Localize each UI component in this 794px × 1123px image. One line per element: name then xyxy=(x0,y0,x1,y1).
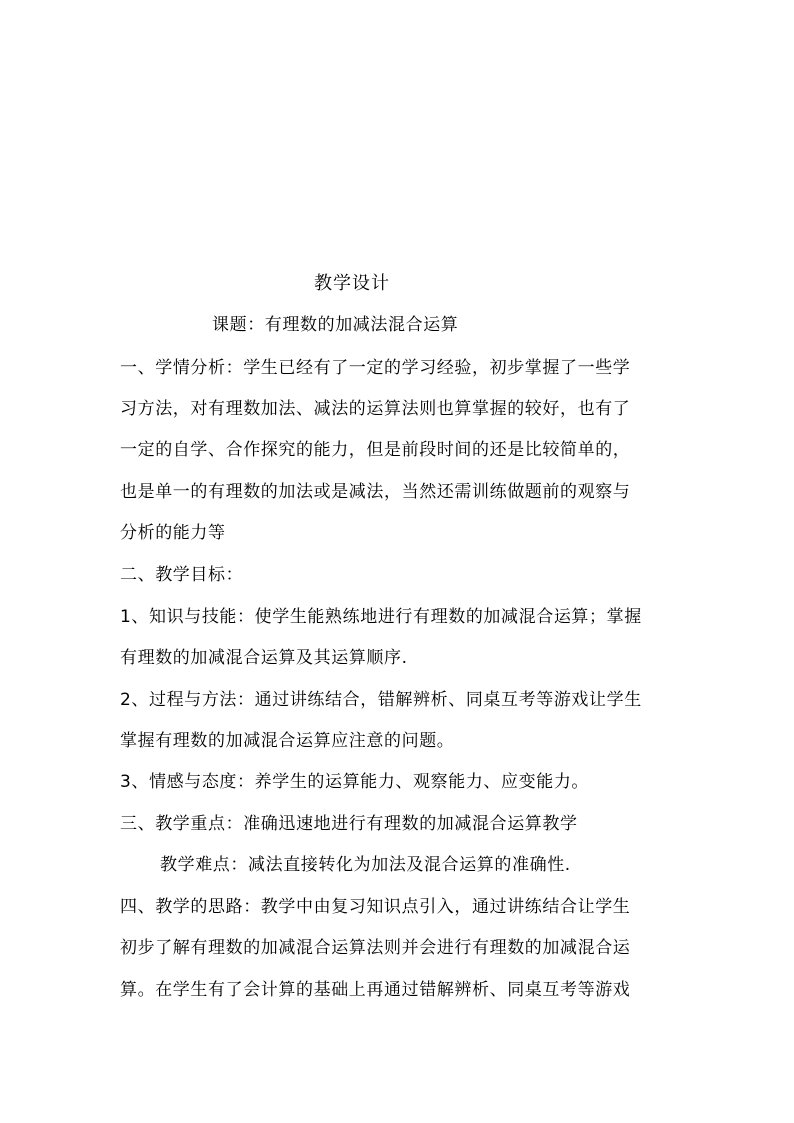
paragraph-line: 分析的能力等 xyxy=(120,523,226,543)
paragraph-line: 教学难点：减法直接转化为加法及混合运算的准确性. xyxy=(160,855,571,875)
section-heading: 三、教学重点：准确迅速地进行有理数的加减混合运算教学 xyxy=(120,814,578,834)
document-title: 教学设计 xyxy=(314,273,390,294)
paragraph-line: 习方法，对有理数加法、减法的运算法则也算掌握的较好，也有了 xyxy=(120,399,631,419)
paragraph-line: 也是单一的有理数的加法或是减法，当然还需训练做题前的观察与 xyxy=(120,482,631,502)
paragraph-line: 算。在学生有了会计算的基础上再通过错解辨析、同桌互考等游戏 xyxy=(120,980,631,1000)
document-subtitle: 课题：有理数的加减法混合运算 xyxy=(212,315,459,335)
paragraph-line: 掌握有理数的加减混合运算应注意的问题。 xyxy=(120,731,455,751)
paragraph-line: 一、学情分析：学生已经有了一定的学习经验，初步掌握了一些学 xyxy=(120,358,631,378)
paragraph-line: 初步了解有理数的加减混合运算法则并会进行有理数的加减混合运 xyxy=(120,938,631,958)
paragraph-line: 有理数的加减混合运算及其运算顺序. xyxy=(120,648,408,668)
paragraph-line: 一定的自学、合作探究的能力，但是前段时间的还是比较简单的， xyxy=(120,440,631,460)
paragraph-line: 3、情感与态度：养学生的运算能力、观察能力、应变能力。 xyxy=(120,772,590,792)
paragraph-line: 2、过程与方法：通过讲练结合，错解辨析、同桌互考等游戏让学生 xyxy=(120,690,642,710)
section-heading: 二、教学目标： xyxy=(120,565,244,585)
paragraph-line: 1、知识与技能：使学生能熟练地进行有理数的加减混合运算；掌握 xyxy=(120,607,642,627)
paragraph-line: 四、教学的思路：教学中由复习知识点引入，通过讲练结合让学生 xyxy=(120,897,631,917)
